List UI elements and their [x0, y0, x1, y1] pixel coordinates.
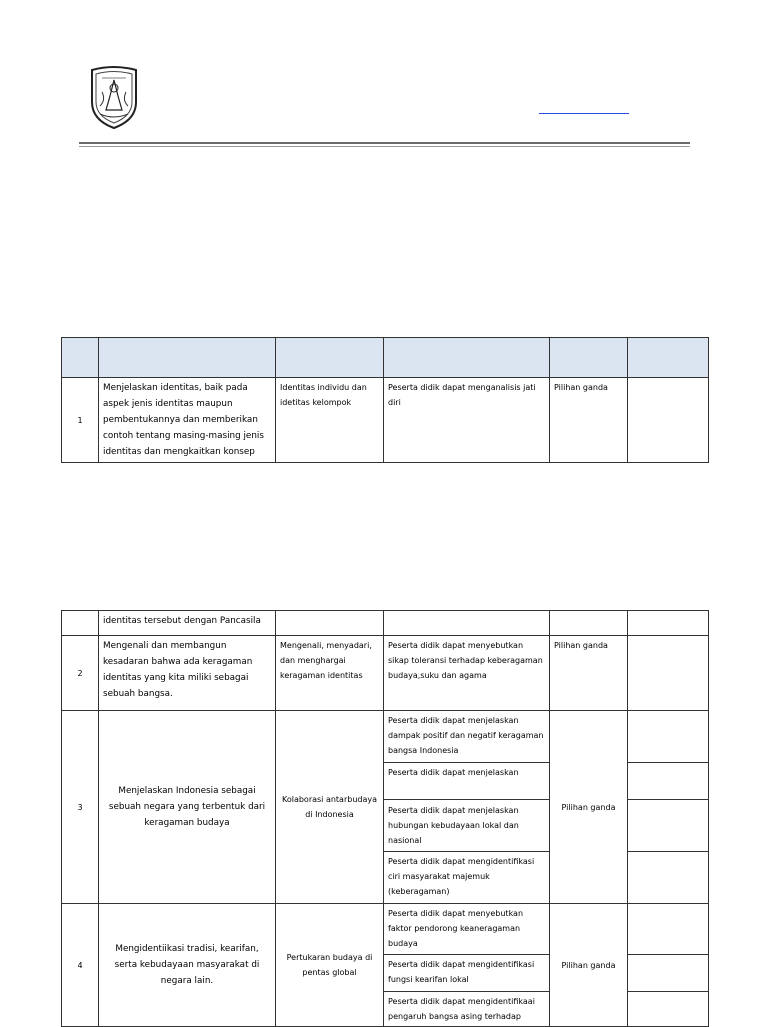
header-cell [550, 338, 628, 378]
table-row [62, 904, 709, 955]
competency-cell: identitas tersebut dengan Pancasila [99, 611, 276, 636]
competency-cell: Menjelaskan Indonesia sebagai sebuah negara yang terbentuk dari keragaman budaya [99, 711, 276, 904]
question-number-cell [628, 955, 709, 992]
header-rule [79, 142, 690, 144]
link-underline[interactable] [539, 113, 629, 114]
question-number-cell [628, 800, 709, 852]
question-number-cell [628, 992, 709, 1027]
table-row [62, 378, 709, 463]
question-number-cell [628, 904, 709, 955]
indicator-cell: Peserta didik dapat mengidentifikasi fungsi kearifan lokal [384, 955, 550, 992]
assessment-grid-table-bottom [61, 610, 709, 1027]
material-cell: Pertukaran budaya di pentas global [276, 904, 384, 1027]
form-cell: Pilihan ganda [550, 711, 628, 904]
competency-cell: Mengidentiikasi tradisi, kearifan, serta kebudayaan masyarakat di negara lain. [99, 904, 276, 1027]
indicator-cell: Peserta didik dapat menganalisis jati diri [384, 378, 550, 463]
indicator-cell: Peserta didik dapat mengidentifikasi ciri masyarakat majemuk (keberagaman) [384, 852, 550, 904]
header-cell [384, 338, 550, 378]
material-cell: Identitas individu dan idetitas kelompok [276, 378, 384, 463]
material-cell [276, 611, 384, 636]
row-number [62, 611, 99, 636]
row-number: 4 [62, 904, 99, 1027]
header-rule-thin [79, 146, 690, 147]
competency-cell: Menjelaskan identitas, baik pada aspek jenis identitas maupun pembentukannya dan memberikan contoh tentang masing-masing jenis identitas dan mengkaitkan konsep [99, 378, 276, 463]
header-cell [276, 338, 384, 378]
question-number-cell [628, 378, 709, 463]
question-number-cell [628, 852, 709, 904]
row-number: 2 [62, 636, 99, 711]
form-cell [550, 611, 628, 636]
question-number-cell [628, 763, 709, 800]
indicator-cell: Peserta didik dapat menyebutkan sikap toleransi terhadap keberagaman budaya,suku dan agama [384, 636, 550, 711]
question-number-cell [628, 636, 709, 711]
form-cell: Pilihan ganda [550, 636, 628, 711]
row-number: 3 [62, 711, 99, 904]
coat-of-arms-icon [88, 66, 140, 130]
material-cell: Kolaborasi antarbudaya di Indonesia [276, 711, 384, 904]
material-cell: Mengenali, menyadari, dan menghargai keragaman identitas [276, 636, 384, 711]
row-number: 1 [62, 378, 99, 463]
question-number-cell [628, 611, 709, 636]
header-cell [99, 338, 276, 378]
indicator-cell [384, 611, 550, 636]
header-cell [62, 338, 99, 378]
table-header-row [62, 338, 709, 378]
form-cell: Pilihan ganda [550, 378, 628, 463]
indicator-cell: Peserta didik dapat menjelaskan dampak positif dan negatif keragaman bangsa Indonesia [384, 711, 550, 763]
question-number-cell [628, 711, 709, 763]
table-row [62, 636, 709, 711]
indicator-cell: Peserta didik dapat menjelaskan [384, 763, 550, 800]
indicator-cell: Peserta didik dapat menjelaskan hubungan kebudayaan lokal dan nasional [384, 800, 550, 852]
indicator-cell: Peserta didik dapat mengidentifikaai pengaruh bangsa asing terhadap [384, 992, 550, 1027]
indicator-cell: Peserta didik dapat menyebutkan faktor pendorong keaneragaman budaya [384, 904, 550, 955]
form-cell: Pilihan ganda [550, 904, 628, 1027]
assessment-grid-table-top [61, 337, 709, 463]
table-row [62, 611, 709, 636]
competency-cell: Mengenali dan membangun kesadaran bahwa ada keragaman identitas yang kita miliki sebagai sebuah bangsa. [99, 636, 276, 711]
header-cell [628, 338, 709, 378]
table-row [62, 711, 709, 763]
